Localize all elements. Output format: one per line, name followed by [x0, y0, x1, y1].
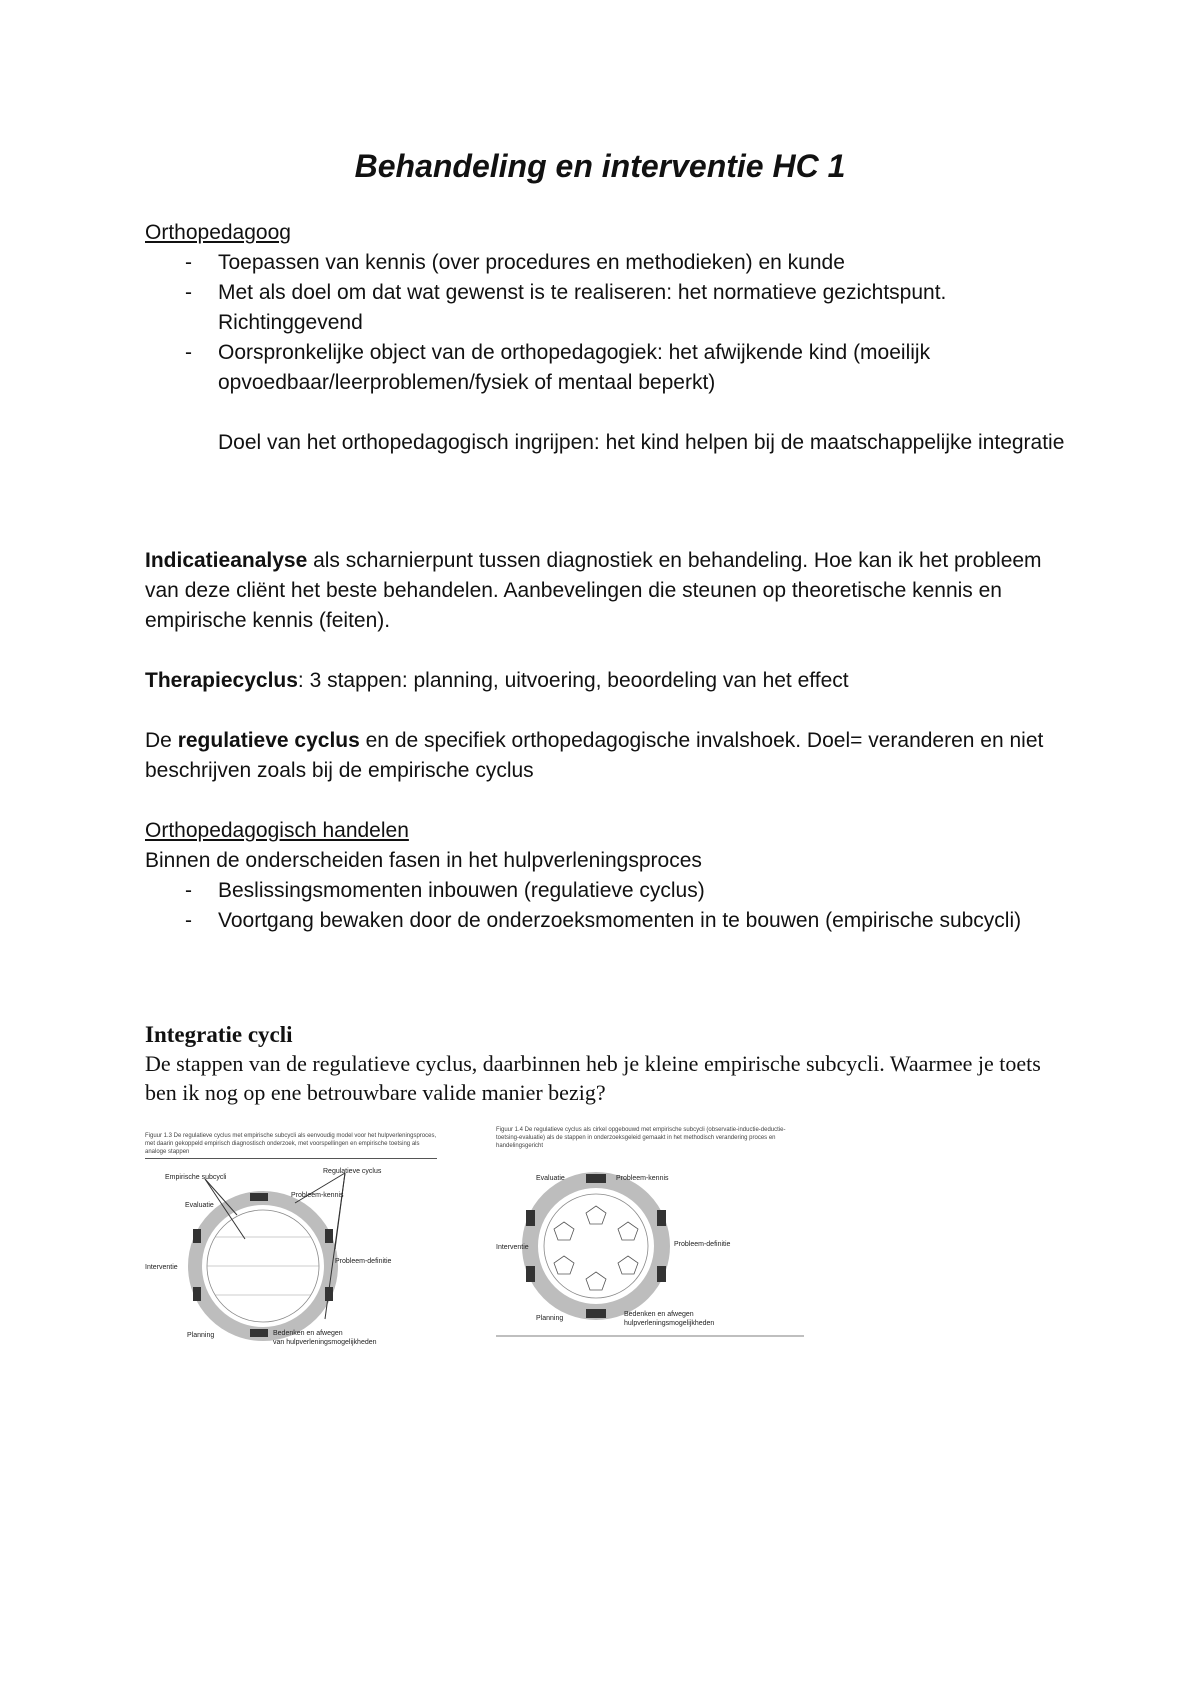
- figure-regulatieve-cyclus-1: [145, 1132, 437, 1360]
- therapie-term: Therapiecyclus: [145, 669, 298, 692]
- arrow-icon: [193, 1287, 201, 1301]
- integratie-text: De stappen van de regulatieve cyclus, daarbinnen heb je kleine empirische subcycli. Waarmee je toets ben ik nog op ene betrouwbare valide manier bezig?: [145, 1051, 1041, 1105]
- inner-circle: [544, 1194, 648, 1298]
- label-probleem-definitie: Probleem-definitie: [674, 1241, 731, 1248]
- page-title: Behandeling en interventie HC 1: [354, 148, 846, 184]
- label-bedenken: Bedenken en afwegen: [273, 1330, 343, 1337]
- section-integratie: [145, 1020, 1075, 1107]
- indicatie-text: als scharnierpunt tussen diagnostiek en behandeling. Hoe kan ik het probleem van deze cliënt het beste behandelen. Aanbevelingen die steunen op theoretische kennis en empirische kennis (feiten).: [145, 549, 1042, 632]
- label-bedenken-2: van hulpverleningsmogelijkheden: [273, 1339, 377, 1346]
- label-probleem-kennis: Probleem-kennis: [616, 1175, 669, 1182]
- arrow-icon: [526, 1210, 535, 1226]
- section-heading: Orthopedagogisch handelen: [145, 819, 409, 842]
- doel-paragraph: Doel van het orthopedagogisch ingrijpen: het kind helpen bij de maatschappelijke integratie: [218, 431, 1065, 454]
- label-interventie: Interventie: [496, 1244, 529, 1251]
- regulatief-pre: De: [145, 729, 178, 752]
- list-item: - Beslissingsmomenten inbouwen (regulatieve cyclus): [145, 876, 1075, 906]
- arrow-icon: [193, 1229, 201, 1243]
- arrow-icon: [586, 1309, 606, 1318]
- arrow-icon: [250, 1193, 268, 1201]
- label-evaluatie: Evaluatie: [536, 1175, 565, 1182]
- label-regulatieve: Regulatieve cyclus: [323, 1168, 382, 1175]
- arrow-icon: [325, 1229, 333, 1243]
- bullet-list: [145, 248, 1075, 398]
- label-planning: Planning: [536, 1315, 564, 1322]
- cycle-diagram: [496, 1150, 806, 1340]
- section-heading: Orthopedagoog: [145, 221, 291, 244]
- list-item: - Oorspronkelijke object van de orthopedagogiek: het afwijkende kind (moeilijk opvoedbaar/leerproblemen/fysiek of mentaal beperkt): [145, 338, 1075, 398]
- label-planning: Planning: [187, 1332, 215, 1339]
- label-bedenken: Bedenken en afwegen: [624, 1311, 694, 1318]
- list-item: - Voortgang bewaken door de onderzoeksmomenten in te bouwen (empirische subcycli): [145, 906, 1075, 936]
- regulatief-text: en de specifiek orthopedagogische invalshoek. Doel= veranderen en niet beschrijven zoals bij de empirische cyclus: [145, 729, 1044, 782]
- list-item: - Toepassen van kennis (over procedures en methodieken) en kunde: [145, 248, 1075, 278]
- section-orthopedagoog: [145, 218, 1075, 458]
- figure-caption: Figuur 1.4 De regulatieve cyclus als cirkel opgebouwd met empirische subcycli (observatie-inductie-deductie-toetsing-evaluatie) als de stappen in onderzoeksgeleid gemaakt in het methodisch verandering proces en handelingsgericht: [496, 1127, 786, 1149]
- arrow-icon: [586, 1174, 606, 1183]
- regulatief-term: regulatieve cyclus: [177, 729, 360, 752]
- arrow-icon: [250, 1329, 268, 1337]
- bullet-list: [145, 876, 1075, 936]
- arrow-icon: [657, 1266, 666, 1282]
- arrow-icon: [526, 1266, 535, 1282]
- figure-caption: Figuur 1.3 De regulatieve cyclus met empirische subcycli als eenvoudig model voor het hulpverleningsproces, met daarin gekoppeld empirisch diagnostisch onderzoek, met voorspellingen en empirische toetsing als analoge stappen: [145, 1133, 437, 1155]
- section-handelen: [145, 816, 1075, 936]
- label-empirische: Empirische subcycli: [165, 1174, 227, 1181]
- indicatie-term: Indicatieanalyse: [145, 549, 308, 572]
- section-heading: Integratie cycli: [145, 1022, 293, 1047]
- therapie-text: : 3 stappen: planning, uitvoering, beoordeling van het effect: [297, 669, 849, 692]
- list-item: - Met als doel om dat wat gewenst is te realiseren: het normatieve gezichtspunt. Richtinggevend: [145, 278, 1075, 338]
- cycle-diagram: [145, 1159, 437, 1349]
- label-probleem-kennis: Probleem-kennis: [291, 1192, 344, 1199]
- therapie-paragraph: [145, 666, 1075, 696]
- label-evaluatie: Evaluatie: [185, 1202, 214, 1209]
- label-bedenken-2: hulpverleningsmogelijkheden: [624, 1320, 715, 1327]
- section-intro: Binnen de onderscheiden fasen in het hulpverleningsproces: [145, 849, 702, 872]
- indicatie-paragraph: [145, 546, 1075, 636]
- regulatief-paragraph: [145, 726, 1075, 786]
- label-probleem-definitie: Probleem-definitie: [335, 1258, 392, 1265]
- arrow-icon: [657, 1210, 666, 1226]
- figure-regulatieve-cyclus-2: [496, 1126, 806, 1346]
- label-interventie: Interventie: [145, 1264, 178, 1271]
